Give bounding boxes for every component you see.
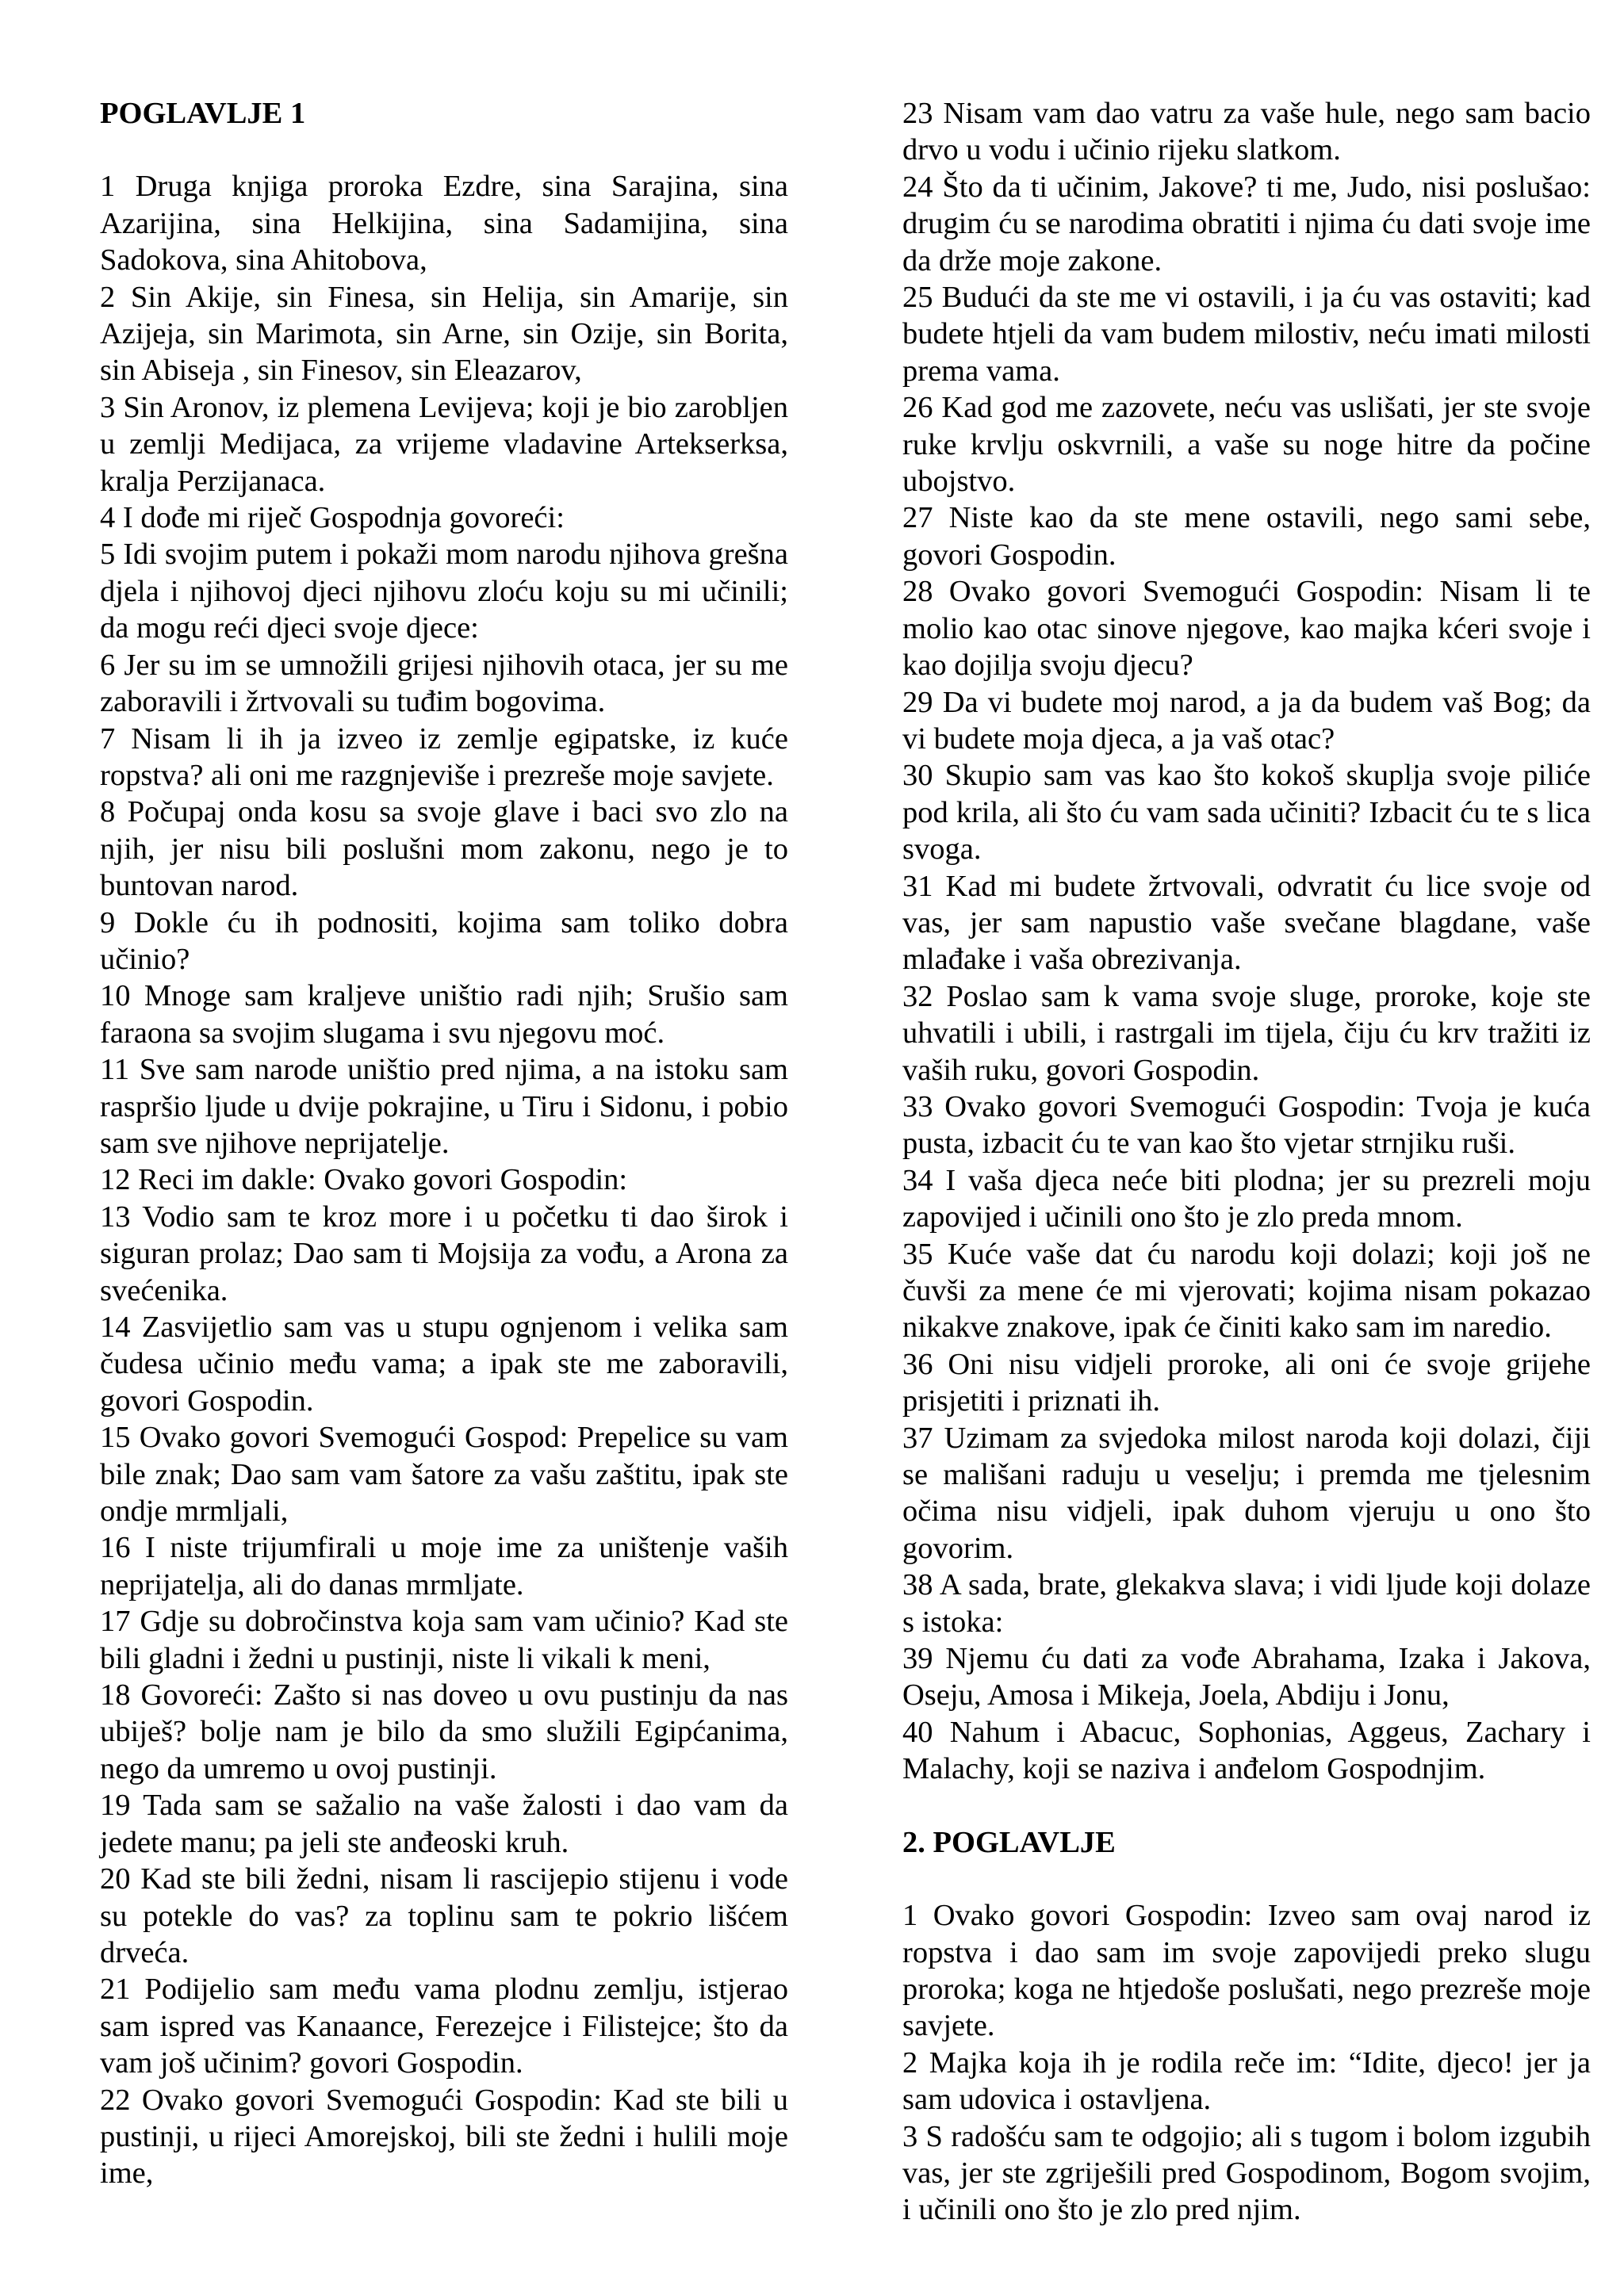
verse: 36 Oni nisu vidjeli proroke, ali oni će svoje grijehe prisjetiti i priznati ih. — [902, 1347, 1591, 1418]
verse: 20 Kad ste bili žedni, nisam li rascijepio stijenu i vode su potekle do vas? za toplinu sam te pokrio lišćem drveća. — [100, 1862, 788, 1969]
verse: 8 Počupaj onda kosu sa svoje glave i baci svo zlo na njih, jer nisu bili poslušni mom zakonu, nego je to buntovan narod. — [100, 795, 788, 903]
verse: 11 Sve sam narode uništio pred njima, a na istoku sam raspršio ljude u dvije pokrajine, u Tiru i Sidonu, i pobio sam sve njihove neprijatelje. — [100, 1053, 788, 1160]
verse: 35 Kuće vaše dat ću narodu koji dolazi; koji još ne čuvši za mene će mi vjerovati; kojima nisam pokazao nikakve znakove, ipak će činiti kako sam im naredio. — [902, 1237, 1591, 1345]
document-page — [100, 95, 1591, 2236]
verse: 27 Niste kao da ste mene ostavili, nego sami sebe, govori Gospodin. — [902, 501, 1591, 572]
verse: 24 Što da ti učinim, Jakove? ti me, Judo, nisi poslušao: drugim ću se narodima obratiti i njima ću dati svoje ime da drže moje zakone. — [902, 170, 1591, 277]
verse: 3 Sin Aronov, iz plemena Levijeva; koji je bio zarobljen u zemlji Medijaca, za vrijeme vladavine Artekserksa, kralja Perzijanaca. — [100, 390, 788, 498]
verse: 6 Jer su im se umnožili grijesi njihovih otaca, jer su me zaboravili i žrtvovali su tuđim bogovima. — [100, 648, 788, 719]
verse: 14 Zasvijetlio sam vas u stupu ognjenom i velika sam čudesa učinio među vama; a ipak ste me zaboravili, govori Gospodin. — [100, 1311, 788, 1418]
verse: 37 Uzimam za svjedoka milost naroda koji dolazi, čiji se mališani raduju u veselju; i premda me tjelesnim očima nisu vidjeli, ipak duhom vjeruju u ono što govorim. — [902, 1421, 1591, 1565]
verse: 9 Dokle ću ih podnositi, kojima sam toliko dobra učinio? — [100, 905, 788, 976]
chapter-1-heading: POGLAVLJE 1 — [100, 97, 306, 130]
chapter-2-heading: 2. POGLAVLJE — [902, 1825, 1116, 1859]
verse: 25 Budući da ste me vi ostavili, i ja ću vas ostaviti; kad budete htjeli da vam budem milostiv, neću imati milosti prema vama. — [902, 281, 1591, 388]
verse: 17 Gdje su dobročinstva koja sam vam učinio? Kad ste bili gladni i žedni u pustinji, niste li vikali k meni, — [100, 1605, 788, 1675]
verse: 19 Tada sam se sažalio na vaše žalosti i dao vam da jedete manu; pa jeli ste anđeoski kruh. — [100, 1789, 788, 1859]
verse: 3 S radošću sam te odgojio; ali s tugom i bolom izgubih vas, jer ste zgriješili pred Gospodinom, Bogom svojim, i učinili ono što je zlo pred njim. — [902, 2119, 1591, 2227]
verse: 39 Njemu ću dati za vođe Abrahama, Izaka i Jakova, Oseju, Amosa i Mikeja, Joela, Abdiju i Jonu, — [902, 1642, 1591, 1712]
verse: 4 I dođe mi riječ Gospodnja govoreći: — [100, 501, 565, 535]
verse: 10 Mnoge sam kraljeve uništio radi njih; Srušio sam faraona sa svojim slugama i svu njegovu moć. — [100, 979, 788, 1050]
verse: 23 Nisam vam dao vatru za vaše hule, nego sam bacio drvo u vodu i učinio rijeku slatkom. — [902, 97, 1591, 167]
verse: 16 I niste trijumfirali u moje ime za uništenje vaših neprijatelja, ali do danas mrmljate. — [100, 1531, 788, 1601]
verse: 13 Vodio sam te kroz more i u početku ti dao širok i siguran prolaz; Dao sam ti Mojsija za vođu, a Arona za svećenika. — [100, 1200, 788, 1307]
verse: 30 Skupio sam vas kao što kokoš skuplja svoje piliće pod krila, ali što ću vam sada učiniti? Izbacit ću te s lica svoga. — [902, 759, 1591, 867]
verse: 28 Ovako govori Svemogući Gospodin: Nisam li te molio kao otac sinove njegove, kao majka kćeri svoje i kao dojilja svoju djecu? — [902, 575, 1591, 683]
verse: 26 Kad god me zazovete, neću vas uslišati, jer ste svoje ruke krvlju oskvrnili, a vaše su noge hitre da počine ubojstvo. — [902, 391, 1591, 499]
right-column — [902, 95, 1591, 2236]
verse: 12 Reci im dakle: Ovako govori Gospodin: — [100, 1163, 628, 1197]
verse: 33 Ovako govori Svemogući Gospodin: Tvoja je kuća pusta, izbacit ću te van kao što vjetar strnjiku ruši. — [902, 1089, 1591, 1161]
verse: 2 Majka koja ih je rodila reče im: “Idite, djeco! jer ja sam udovica i ostavljena. — [902, 2045, 1591, 2117]
verse: 2 Sin Akije, sin Finesa, sin Helija, sin Amarije, sin Azijeja, sin Marimota, sin Arne, sin Ozije, sin Borita, sin Abiseja , sin Finesov, sin Eleazarov, — [100, 280, 788, 388]
verse: 5 Idi svojim putem i pokaži mom narodu njihova grešna djela i njihovoj djeci njihovu zloću koju su mi učinili; da mogu reći djeci svoje djece: — [100, 538, 788, 645]
verse: 34 I vaša djeca neće biti plodna; jer su prezreli moju zapovijed i učinili ono što je zlo preda mnom. — [902, 1163, 1591, 1234]
left-column — [100, 95, 788, 2236]
verse: 1 Druga knjiga proroka Ezdre, sina Sarajina, sina Azarijina, sina Helkijina, sina Sadamijina, sina Sadokova, sina Ahitobova, — [100, 170, 788, 277]
verse: 18 Govoreći: Zašto si nas doveo u ovu pustinju da nas ubiješ? bolje nam je bilo da smo služili Egipćanima, nego da umremo u ovoj pustinji. — [100, 1678, 788, 1785]
verse: 1 Ovako govori Gospodin: Izveo sam ovaj narod iz ropstva i dao sam im svoje zapovijedi preko slugu proroka; koga ne htjedoše poslušati, nego prezreše moje savjete. — [902, 1899, 1591, 2043]
verse: 21 Podijelio sam među vama plodnu zemlju, istjerao sam ispred vas Kanaance, Ferezejce i Filistejce; što da vam još učinim? govori Gospodin. — [100, 1973, 788, 2080]
verse: 7 Nisam li ih ja izveo iz zemlje egipatske, iz kuće ropstva? ali oni me razgnjeviše i prezreše moje savjete. — [100, 721, 788, 792]
verse: 40 Nahum i Abacuc, Sophonias, Aggeus, Zachary i Malachy, koji se naziva i anđelom Gospodnjim. — [902, 1715, 1591, 1786]
verse: 29 Da vi budete moj narod, a ja da budem vaš Bog; da vi budete moja djeca, a ja vaš otac? — [902, 685, 1591, 756]
verse: 38 A sada, brate, glekakva slava; i vidi ljude koji dolaze s istoka: — [902, 1568, 1591, 1639]
verse: 32 Poslao sam k vama svoje sluge, proroke, koje ste uhvatili i ubili, i rastrgali im tijela, čiju ću krv tražiti iz vaših ruku, govori Gospodin. — [902, 979, 1591, 1087]
verse: 15 Ovako govori Svemogući Gospod: Prepelice su vam bile znak; Dao sam vam šatore za vašu zaštitu, ipak ste ondje mrmljali, — [100, 1421, 788, 1529]
verse: 31 Kad mi budete žrtvovali, odvratit ću lice svoje od vas, jer sam napustio vaše svečane blagdane, vaše mlađake i vaša obrezivanja. — [902, 869, 1591, 977]
verse: 22 Ovako govori Svemogući Gospodin: Kad ste bili u pustinji, u rijeci Amorejskoj, bili ste žedni i hulili moje ime, — [100, 2083, 788, 2191]
